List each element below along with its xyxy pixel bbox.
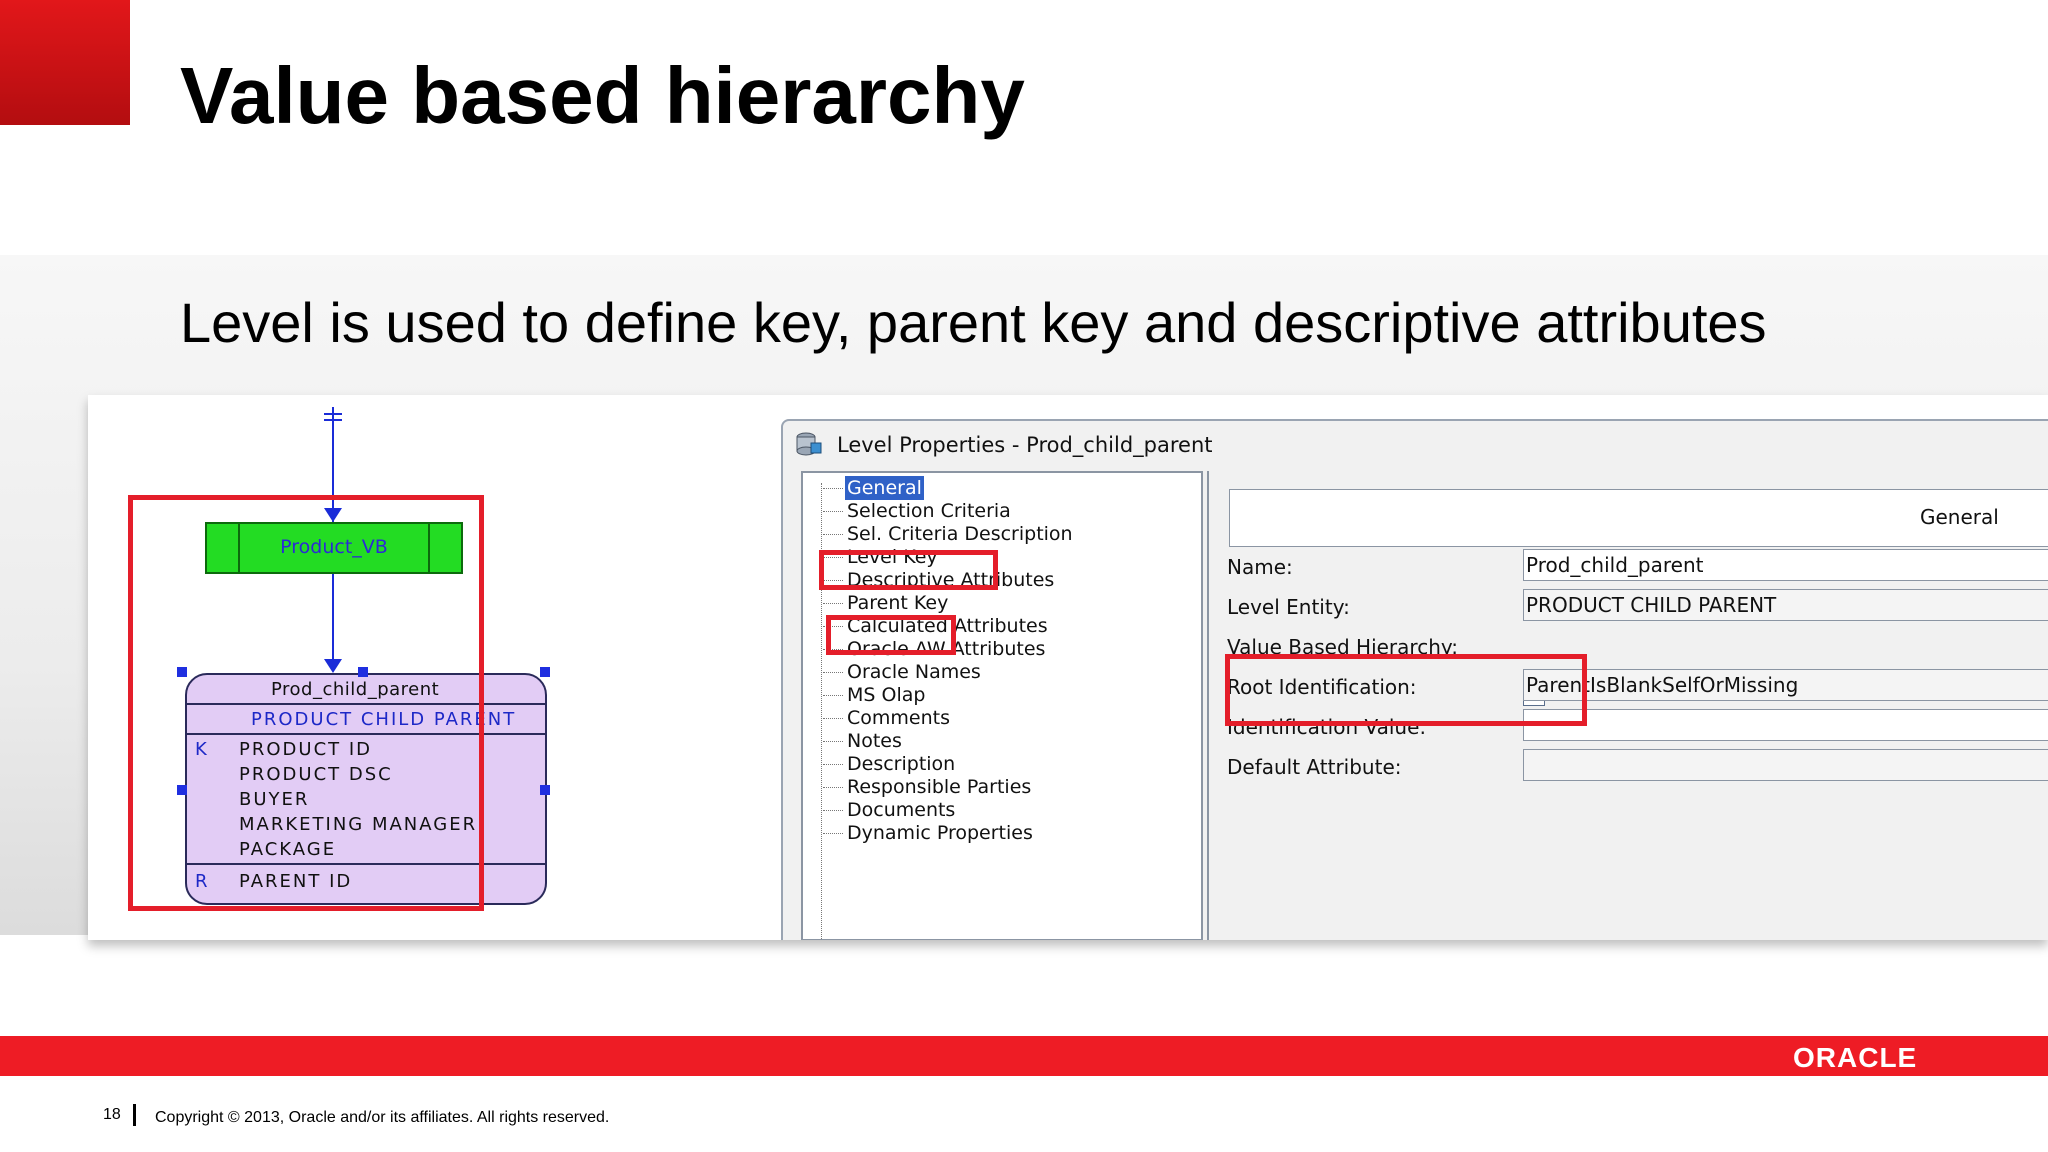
footer-separator (133, 1104, 136, 1126)
highlight-value-based-hierarchy (1225, 654, 1587, 726)
resize-handle[interactable] (540, 785, 550, 795)
name-field[interactable]: Prod_child_parent (1523, 549, 2048, 581)
slide-title: Value based hierarchy (180, 51, 1025, 140)
ref-marker: R (195, 871, 210, 892)
dialog-title: Level Properties - Prod_child_parent (837, 433, 1213, 457)
cardinality-mark (324, 413, 342, 415)
level-entity-label: Level Entity: (1227, 595, 1350, 619)
default-attribute-label: Default Attribute: (1227, 755, 1402, 779)
attribute: PACKAGE (239, 839, 337, 860)
resize-handle[interactable] (540, 667, 550, 677)
tree-item-sel-criteria-description[interactable]: Sel. Criteria Description (823, 523, 1075, 549)
attribute: PRODUCT DSC (239, 764, 393, 785)
tree-item-descriptive-attributes[interactable]: Descriptive Attributes (823, 569, 1056, 595)
page-number: 18 (103, 1106, 121, 1123)
entity-table-name: PRODUCT CHILD PARENT (251, 709, 517, 730)
tree-item-calculated-attributes[interactable]: Calculated Attributes (823, 615, 1050, 641)
tree-item-oracle-names[interactable]: Oracle Names (823, 661, 983, 687)
panel-title: General (1920, 505, 1999, 529)
root-identification-field[interactable]: ParentIsBlankSelfOrMissing (1523, 669, 2048, 701)
tool-screenshot (88, 395, 2048, 940)
tree-item-level-key[interactable]: Level Key (823, 546, 940, 572)
identification-value-label: Identification Value: (1227, 715, 1427, 739)
tree-item-dynamic-properties[interactable]: Dynamic Properties (823, 822, 1035, 848)
tree-item-parent-key[interactable]: Parent Key (823, 592, 950, 618)
tree-item-ms-olap[interactable]: MS Olap (823, 684, 927, 710)
highlight-entity (128, 495, 484, 911)
attribute: MARKETING MANAGER (239, 814, 478, 835)
property-tree (801, 471, 1203, 940)
ref-attribute: PARENT ID (239, 871, 353, 892)
tree-item-comments[interactable]: Comments (823, 707, 952, 733)
default-attribute-field[interactable] (1523, 749, 2048, 781)
tree-item-documents[interactable]: Documents (823, 799, 957, 825)
level-entity-field[interactable]: PRODUCT CHILD PARENT (1523, 589, 2048, 621)
tree-item-selection-criteria[interactable]: Selection Criteria (823, 500, 1013, 526)
key-marker: K (195, 739, 209, 760)
tree-item-responsible-parties[interactable]: Responsible Parties (823, 776, 1033, 802)
tree-item-oracle-aw-attributes[interactable]: Oracle AW Attributes (823, 638, 1047, 664)
key-attribute: PRODUCT ID (239, 739, 373, 760)
red-corner-accent (0, 0, 130, 125)
copyright: Copyright © 2013, Oracle and/or its affiliates. All rights reserved. (155, 1109, 610, 1126)
identification-value-field[interactable] (1523, 709, 2048, 741)
tree-item-general[interactable]: General (823, 477, 924, 503)
footer-bar (0, 1036, 2048, 1076)
entity-name: Prod_child_parent (271, 679, 440, 700)
tree-item-description[interactable]: Description (823, 753, 957, 779)
value-based-hierarchy-label: Value Based Hierarchy: (1227, 635, 1458, 659)
entity-label: Product_VB (280, 536, 388, 558)
tree-item-notes[interactable]: Notes (823, 730, 904, 756)
cardinality-mark (324, 419, 342, 421)
root-identification-label: Root Identification: (1227, 675, 1417, 699)
database-icon (795, 431, 823, 457)
general-panel-header (1229, 489, 2048, 547)
oracle-logo: ORACLE (1793, 1042, 1918, 1073)
name-label: Name: (1227, 555, 1293, 579)
slide-subtitle: Level is used to define key, parent key and descriptive attributes (180, 291, 1767, 354)
attribute: BUYER (239, 789, 310, 810)
highlight-level-key (819, 550, 998, 590)
highlight-parent-key (826, 615, 956, 655)
